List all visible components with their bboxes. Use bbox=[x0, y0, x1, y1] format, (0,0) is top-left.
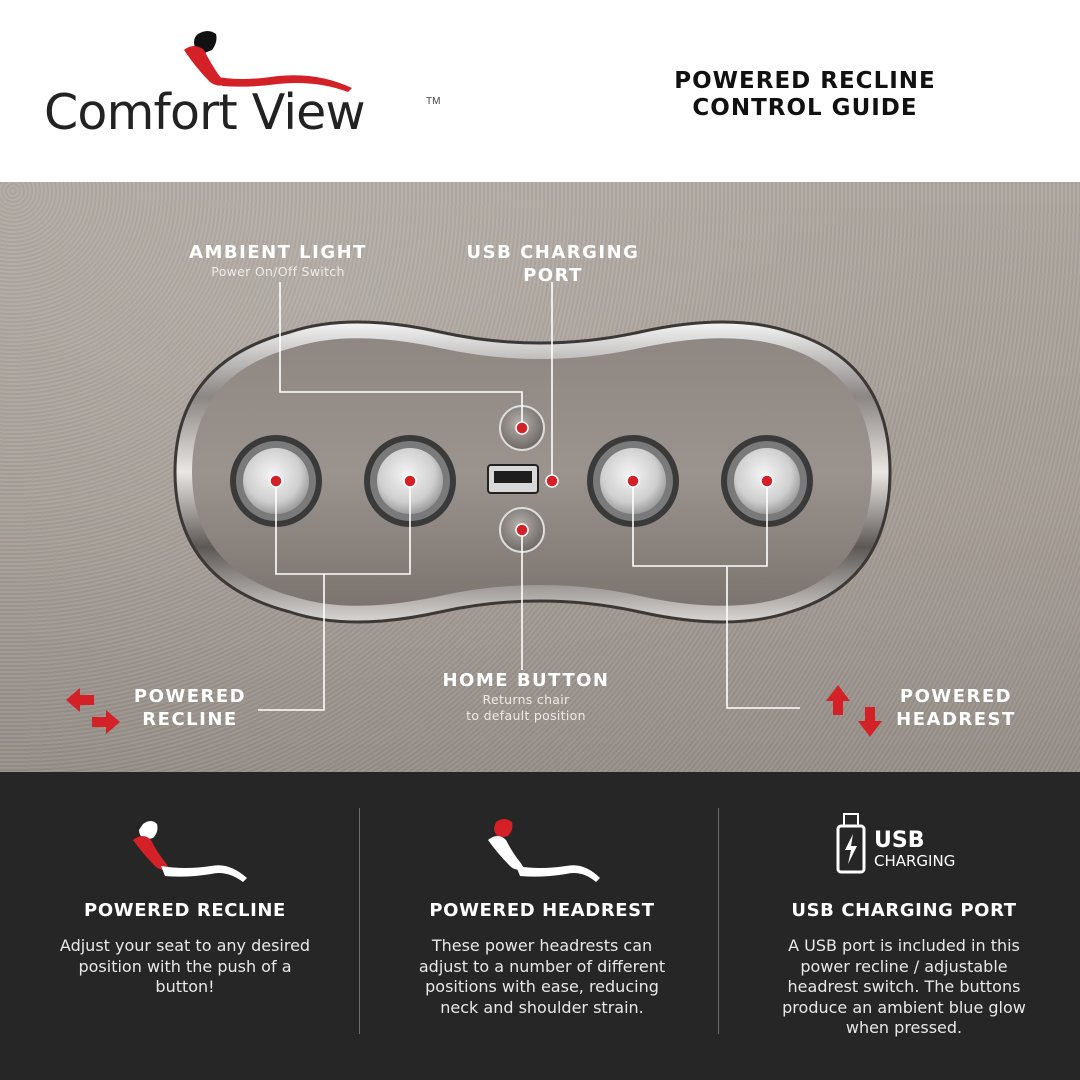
guide-title: POWERED RECLINE CONTROL GUIDE bbox=[674, 68, 936, 121]
usb-port-label bbox=[458, 241, 648, 287]
home-button-label bbox=[420, 669, 632, 724]
powered-recline-title-2: RECLINE bbox=[142, 709, 238, 730]
usb-icon-label: USB bbox=[874, 828, 925, 853]
feature-description: These power headrests can adjust to a number of different positions with ease, reducing neck and shoulder strain. bbox=[418, 936, 666, 1017]
home-button-title: HOME BUTTON bbox=[442, 670, 610, 691]
brand-name: Comfort View bbox=[44, 84, 365, 141]
divider bbox=[718, 808, 719, 1034]
feature-title: POWERED HEADREST bbox=[429, 900, 655, 921]
ambient-light-subtitle: Power On/Off Switch bbox=[211, 264, 345, 279]
feature-description: A USB port is included in this power recline / adjustable headrest switch. The buttons produce an ambient blue glow when pressed. bbox=[782, 936, 1026, 1038]
ambient-light-label bbox=[178, 241, 378, 280]
home-button-subtitle-2: to default position bbox=[466, 708, 586, 723]
powered-headrest-title-1: POWERED bbox=[899, 686, 1013, 707]
powered-recline-label bbox=[122, 685, 258, 731]
usb-port-title: USB CHARGING PORT bbox=[466, 242, 640, 286]
control-panel-photo bbox=[0, 182, 1080, 772]
powered-headrest-title-2: HEADREST bbox=[896, 709, 1016, 730]
headrest-chair-icon bbox=[372, 812, 712, 892]
feature-title: POWERED RECLINE bbox=[84, 900, 286, 921]
features-band bbox=[0, 772, 1080, 1080]
recline-chair-icon bbox=[15, 812, 355, 892]
header bbox=[0, 0, 1080, 182]
headrest-arrows-icon bbox=[826, 685, 882, 737]
feature-title: USB CHARGING PORT bbox=[791, 900, 1017, 921]
recline-arrows-icon bbox=[66, 688, 120, 734]
feature-description: Adjust your seat to any desired position with the push of a button! bbox=[59, 936, 311, 997]
home-button-subtitle-1: Returns chair bbox=[482, 692, 570, 707]
ambient-light-title: AMBIENT LIGHT bbox=[189, 242, 367, 263]
trademark: TM bbox=[426, 96, 441, 107]
usb-charging-icon bbox=[734, 812, 1074, 892]
powered-headrest-label bbox=[886, 685, 1026, 731]
powered-recline-title-1: POWERED bbox=[133, 686, 247, 707]
charging-icon-label: CHARGING bbox=[874, 852, 956, 870]
divider bbox=[359, 808, 360, 1034]
